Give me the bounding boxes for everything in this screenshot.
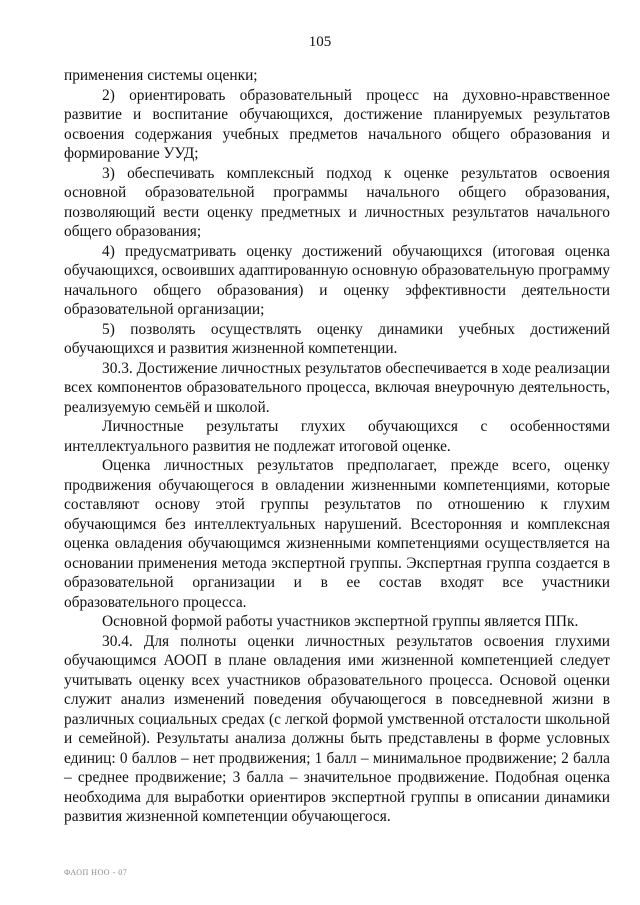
paragraph-item-4: 4) предусматривать оценку достижений обучающихся (итоговая оценка обучающихся, освоивших адаптированную основную образовательную программу начального общего образования) и оценку эффективности деятельности образовательной организации; [64,242,610,318]
document-body [64,66,610,827]
paragraph-item-5: 5) позволять осуществлять оценку динамики учебных достижений обучающихся и развития жизненной компетенции. [64,320,610,357]
paragraph-item-3: 3) обеспечивать комплексный подход к оценке результатов освоения основной образовательной программы начального общего образования, позволяющий вести оценку предметных и личностных результатов начального общего образования; [64,164,610,240]
paragraph-section-30-4: 30.4. Для полноты оценки личностных результатов освоения глухими обучающимся АООП в плане овладения ими жизненной компетенцией следует учитывать оценку всех участников образовательного процесса. Основой оценки служит анализ изменений поведения обучающегося в повседневной жизни в различных социальных средах (с легкой формой умственной отсталости школьной и семейной). Результаты анализа должны быть представлены в форме условных единиц: 0 баллов – нет продвижения; 1 балл – минимальное продвижение; 2 балла – среднее продвижение; 3 балла – значительное продвижение. Подобная оценка необходима для выработки ориентиров экспертной группы в описании динамики развития жизненной компетенции обучающегося. [64,632,610,825]
page-number: 105 [308,34,332,50]
paragraph-item-2: 2) ориентировать образовательный процесс на духовно-нравственное развитие и воспитание обучающихся, достижение планируемых результатов освоения содержания учебных предметов начального общего образования и формирование УУД; [64,86,610,162]
paragraph-section-30-3: 30.3. Достижение личностных результатов обеспечивается в ходе реализации всех компонентов образовательного процесса, включая внеурочную деятельность, реализуемую семьёй и школой. [64,359,610,416]
paragraph-continuation: применения системы оценки; [64,67,258,84]
paragraph-personal-results: Личностные результаты глухих обучающихся с особенностями интеллектуального развития не подлежат итоговой оценке. [64,418,610,455]
paragraph-expert-group: Основной формой работы участников экспертной группы является ППк. [102,613,579,630]
footer-mark: ФАОП НОО - 07 [64,868,128,877]
paragraph-assessment: Оценка личностных результатов предполагает, прежде всего, оценку продвижения обучающегося в овладении жизненными компетенциями, которые составляют основу этой группы результатов по отношению к глухим обучающимся без интеллектуальных нарушений. Всесторонняя и комплексная оценка овладения обучающимся жизненными компетенциями осуществляется на основании применения метода экспертной группы. Экспертная группа создается в образовательной организации и в ее состав входят все участники образовательного процесса. [64,457,610,611]
